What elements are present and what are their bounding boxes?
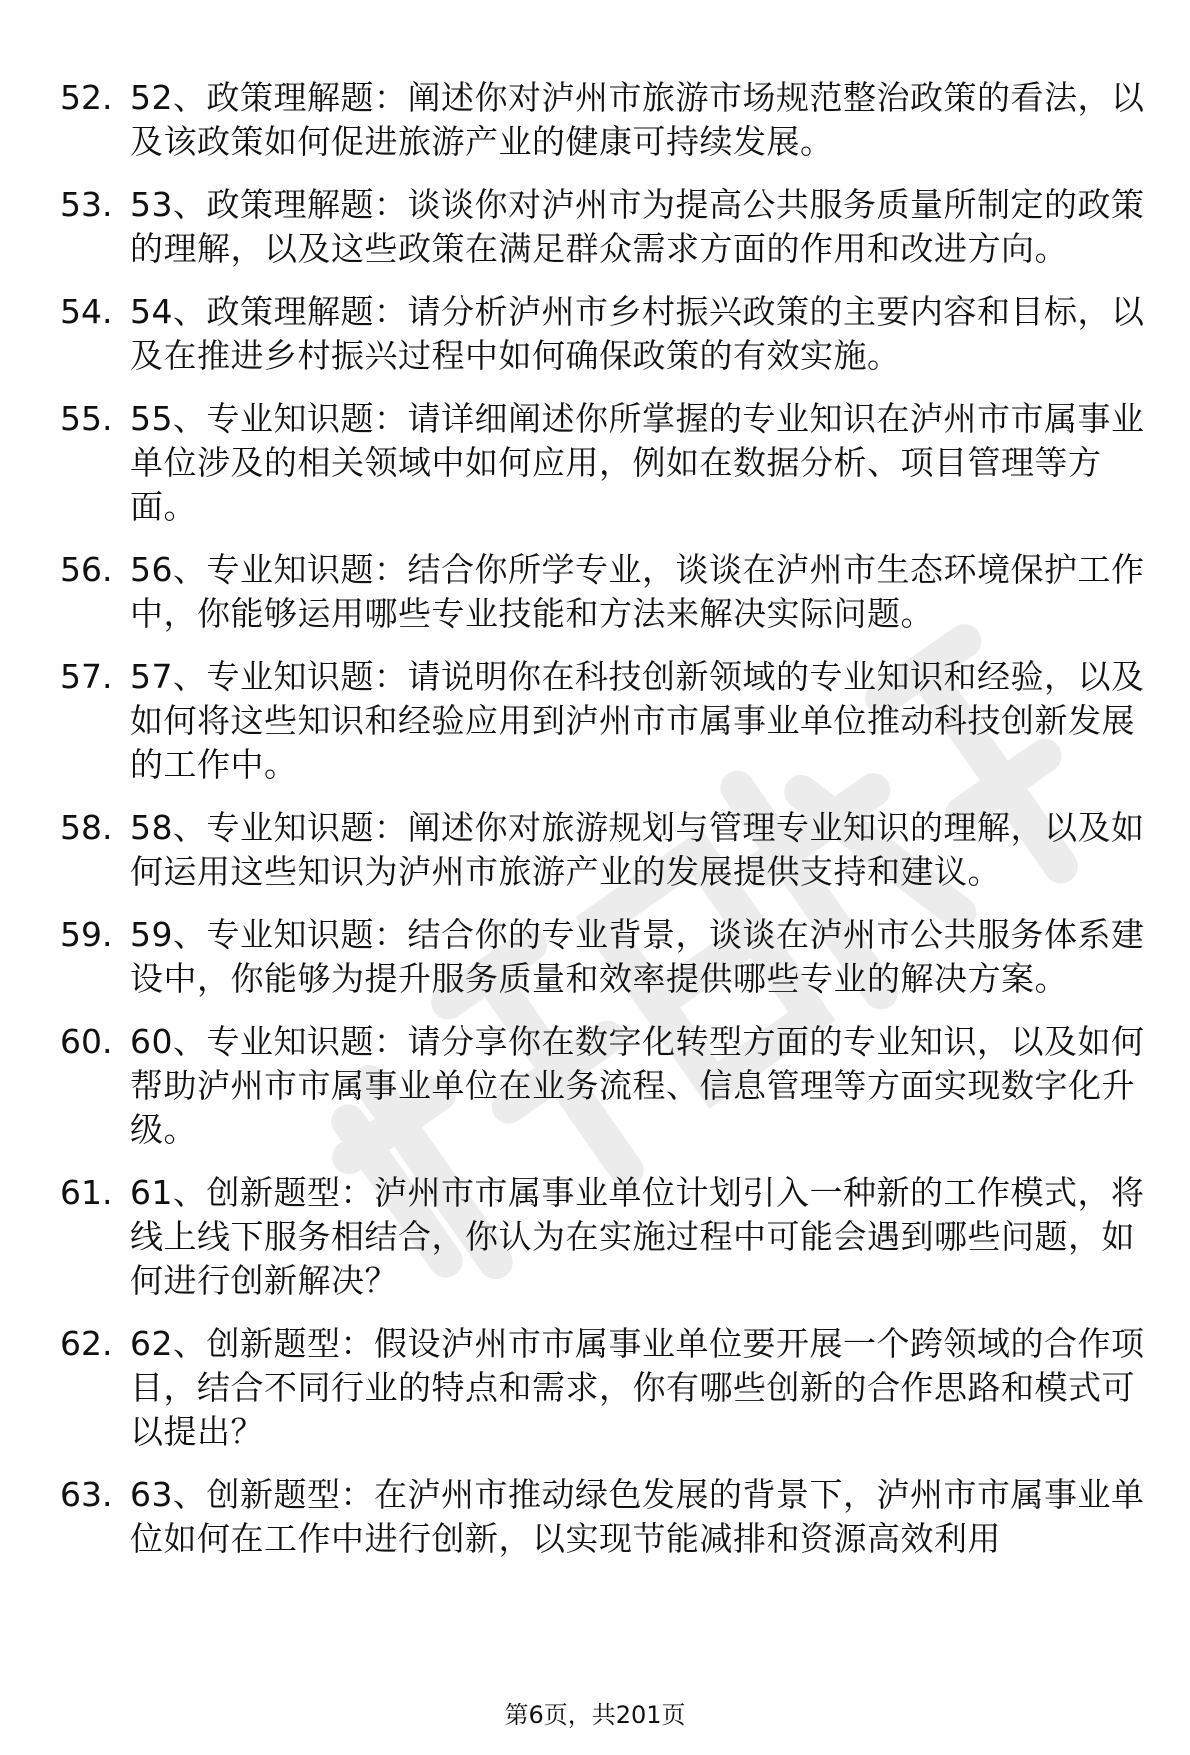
question-number: 52. [60,78,113,117]
question-text: 61、创新题型：泸州市市属事业单位计划引入一种新的工作模式，将线上线下服务相结合，你认为在实施过程中可能会遇到哪些问题，如何进行创新解决？ [130,1173,1145,1300]
question-text: 54、政策理解题：请分析泸州市乡村振兴政策的主要内容和目标，以及在推进乡村振兴过程中如何确保政策的有效实施。 [130,292,1145,375]
question-number: 58. [60,808,113,847]
question-number: 60. [60,1022,113,1061]
question-number: 57. [60,657,113,696]
question-number: 55. [60,399,113,438]
question-item [60,913,1150,1001]
question-item [60,1322,1150,1454]
question-item [60,183,1150,271]
question-item [60,1171,1150,1303]
question-item [60,1020,1150,1152]
question-number: 62. [60,1324,113,1363]
question-number: 56. [60,550,113,589]
question-number: 54. [60,292,113,331]
question-number: 59. [60,915,113,954]
question-item [60,397,1150,529]
page-footer [0,1700,1190,1730]
question-text: 52、政策理解题：阐述你对泸州市旅游市场规范整治政策的看法，以及该政策如何促进旅游产业的健康可持续发展。 [130,78,1145,161]
page-number-label: 第6页，共201页 [504,1701,686,1729]
question-item [60,290,1150,378]
question-text: 62、创新题型：假设泸州市市属事业单位要开展一个跨领域的合作项目，结合不同行业的特点和需求，你有哪些创新的合作思路和模式可以提出？ [130,1324,1145,1451]
question-text: 55、专业知识题：请详细阐述你所掌握的专业知识在泸州市市属事业单位涉及的相关领域中如何应用，例如在数据分析、项目管理等方面。 [130,399,1145,526]
question-text: 59、专业知识题：结合你的专业背景，谈谈在泸州市公共服务体系建设中，你能够为提升服务质量和效率提供哪些专业的解决方案。 [130,915,1145,998]
question-text: 58、专业知识题：阐述你对旅游规划与管理专业知识的理解，以及如何运用这些知识为泸州市旅游产业的发展提供支持和建议。 [130,808,1145,891]
question-number: 61. [60,1173,113,1212]
question-item [60,1473,1150,1561]
question-item [60,548,1150,636]
question-number: 53. [60,185,113,224]
question-item [60,655,1150,787]
question-item [60,806,1150,894]
question-item [60,76,1150,164]
question-text: 57、专业知识题：请说明你在科技创新领域的专业知识和经验，以及如何将这些知识和经验应用到泸州市市属事业单位推动科技创新发展的工作中。 [130,657,1145,784]
question-text: 60、专业知识题：请分享你在数字化转型方面的专业知识，以及如何帮助泸州市市属事业单位在业务流程、信息管理等方面实现数字化升级。 [130,1022,1145,1149]
question-text: 53、政策理解题：谈谈你对泸州市为提高公共服务质量所制定的政策的理解，以及这些政策在满足群众需求方面的作用和改进方向。 [130,185,1145,268]
question-text: 56、专业知识题：结合你所学专业，谈谈在泸州市生态环境保护工作中，你能够运用哪些专业技能和方法来解决实际问题。 [130,550,1145,633]
question-text: 63、创新题型：在泸州市推动绿色发展的背景下，泸州市市属事业单位如何在工作中进行创新，以实现节能减排和资源高效利用 [130,1475,1145,1558]
question-list [60,76,1150,1580]
question-number: 63. [60,1475,113,1514]
